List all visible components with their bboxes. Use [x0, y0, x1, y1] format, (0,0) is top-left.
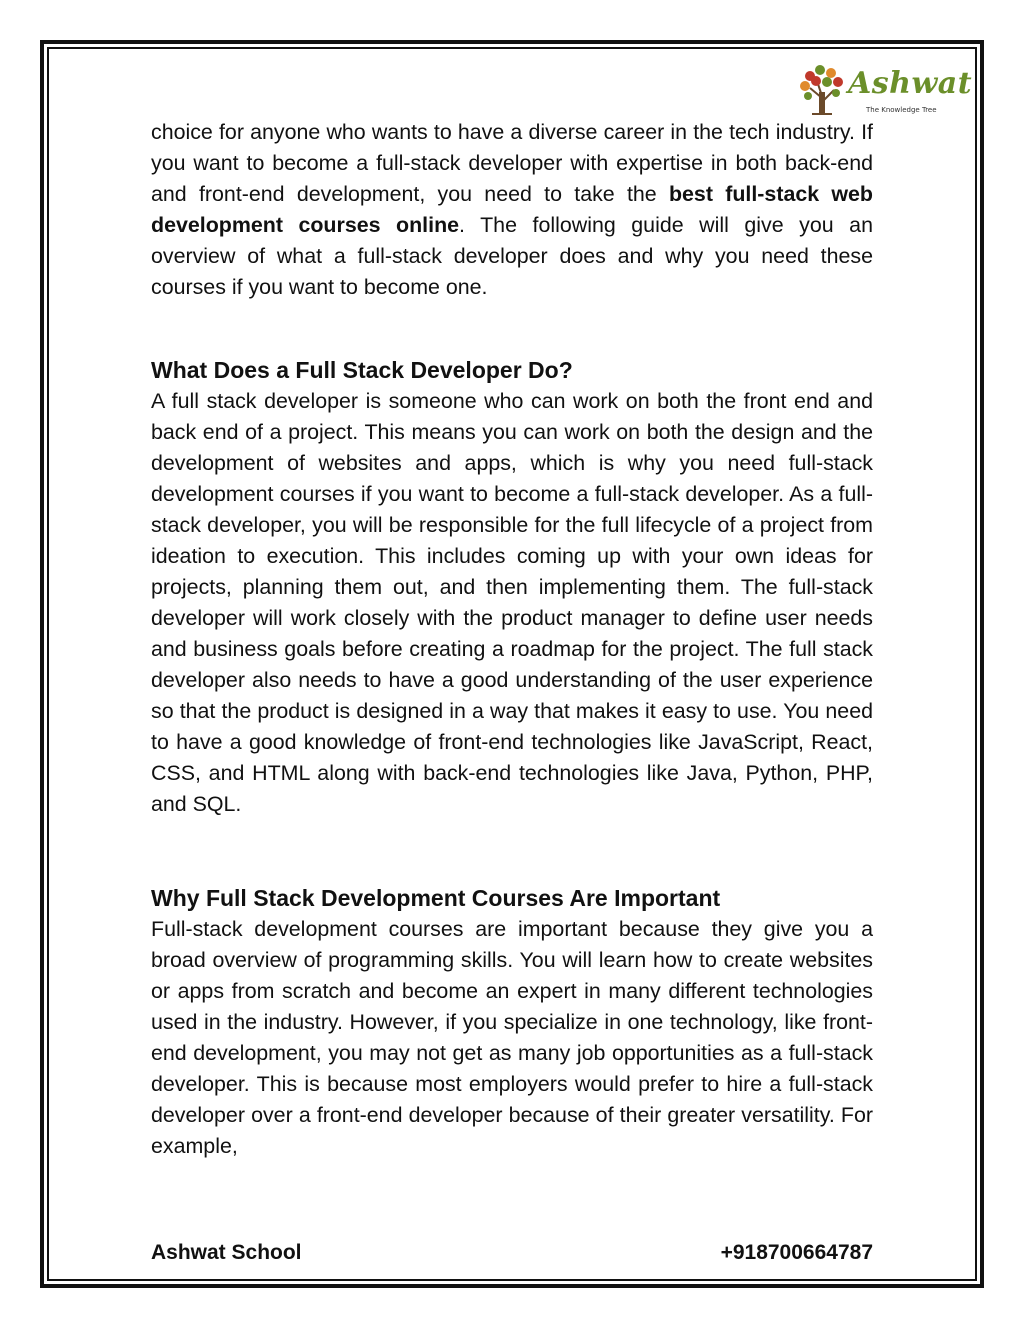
- course-link-text: best full-stack web development courses online: [151, 182, 873, 237]
- logo-wordmark: Ashwat: [848, 66, 973, 101]
- section-body-importance: Full-stack development courses are important because they give you a broad overview of programming skills. You will learn how to create websites or apps from scratch and become an expert in many different technologies used in the industry. However, if you specialize in one technology, like front-end development, you may not get as many job opportunities as a full-stack developer. This is because most employers would prefer to hire a full-stack developer over a front-end developer because of their greater versatility. For example,: [151, 917, 873, 1158]
- logo-tagline: The Knowledge Tree: [866, 106, 937, 114]
- section-body-role: A full stack developer is someone who can work on both the front end and back end of a project. This means you can work on both the design and the development of websites and apps, which is why you need full-stack development courses if you want to become a full-stack developer. As a full-stack developer, you will be responsible for the full lifecycle of a project from ideation to execution. This includes coming up with your own ideas for projects, planning them out, and then implementing them. The full-stack developer will work closely with the product manager to define user needs and business goals before creating a roadmap for the project. The full stack developer also needs to have a good understanding of the user experience so that the product is designed in a way that makes it easy to use. You need to have a good knowledge of front-end technologies like JavaScript, React, CSS, and HTML along with back-end technologies like Java, Python, PHP, and SQL.: [151, 389, 873, 816]
- section-heading-role: What Does a Full Stack Developer Do?: [151, 357, 573, 383]
- intro-text-end: . The following guide will give you an overview of what a full-stack developer does and why you need these courses if you want to become one.: [151, 213, 873, 299]
- footer-phone-number: +918700664787: [720, 1241, 873, 1264]
- footer-school-name: Ashwat School: [151, 1241, 302, 1264]
- intro-text-start: choice for anyone who wants to have a diverse career in the tech industry. If you want to become a full-stack developer with expertise in both back-end and front-end development, you need to take the: [151, 120, 873, 206]
- ashwat-logo: [796, 62, 973, 122]
- page-footer: [151, 1237, 873, 1269]
- tree-icon: [796, 62, 848, 118]
- intro-paragraph: [151, 117, 873, 303]
- section-heading-importance: Why Full Stack Development Courses Are Important: [151, 885, 721, 911]
- document-body: [151, 117, 873, 1162]
